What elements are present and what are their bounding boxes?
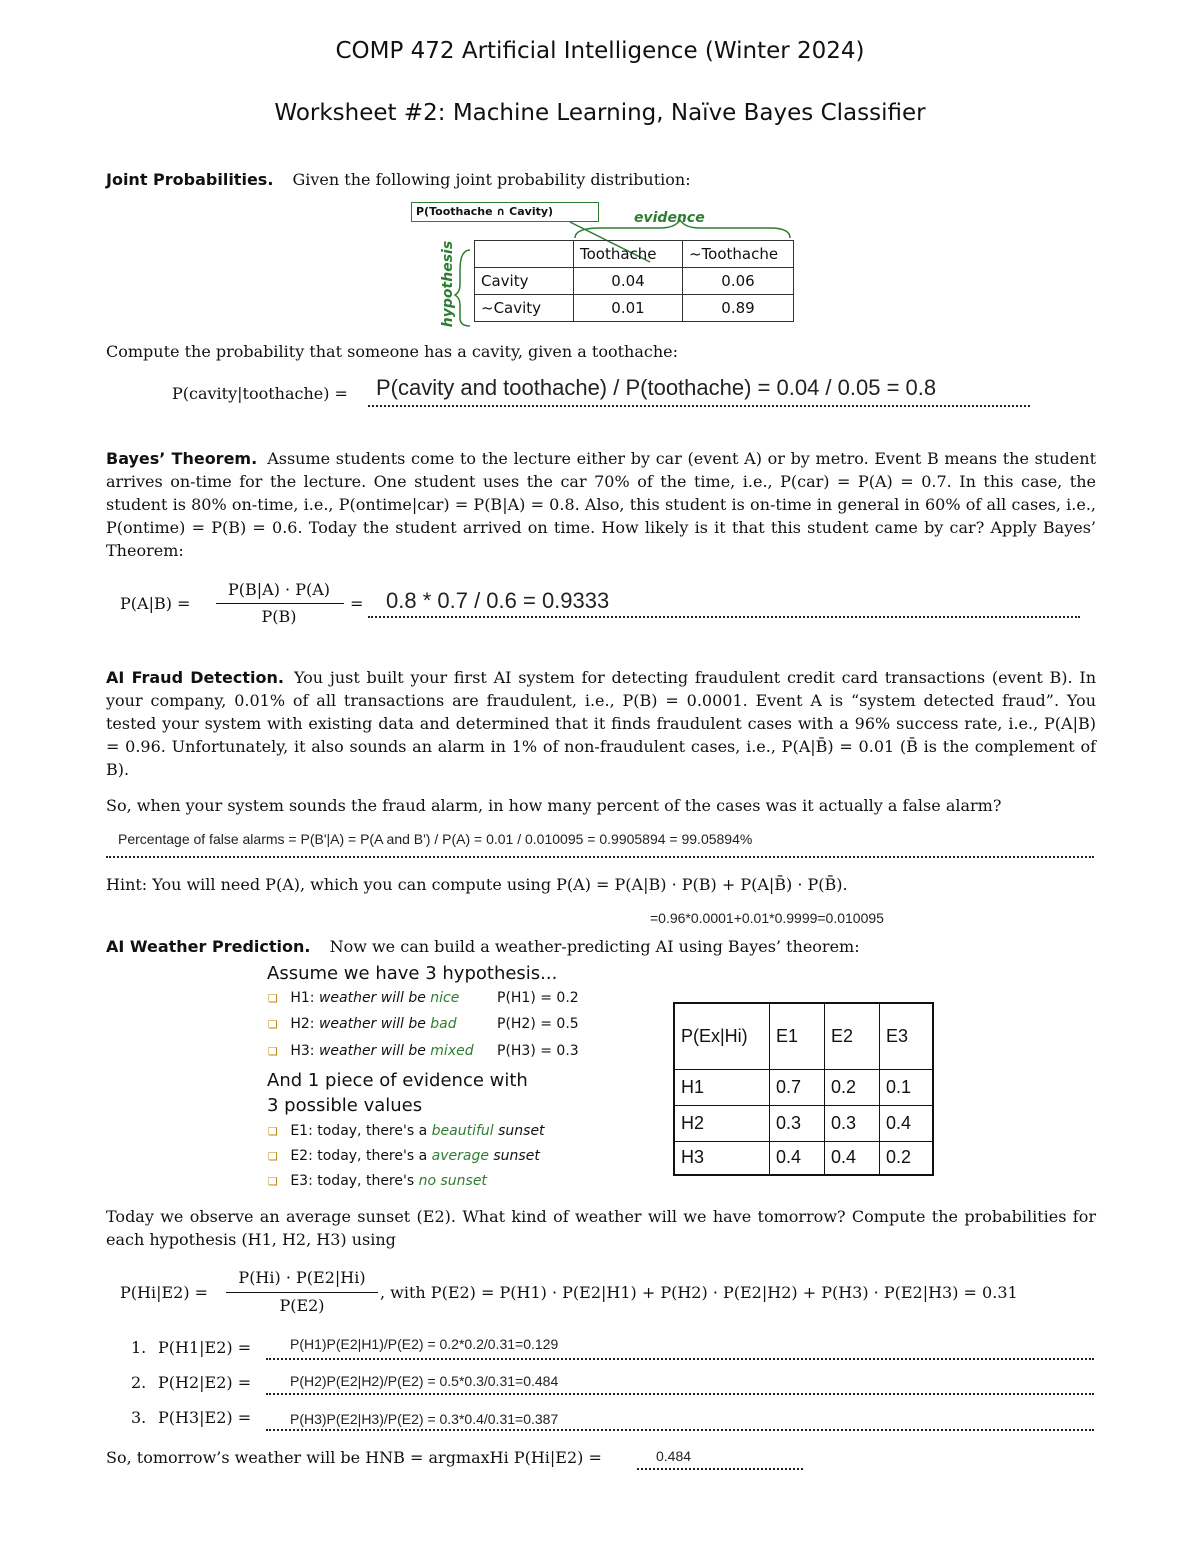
- hypothesis-item: ❏ H2: weather will be bad: [268, 1016, 457, 1032]
- weather-section: [106, 937, 860, 956]
- answer-line: [266, 1429, 1094, 1431]
- table-header: E2: [825, 1003, 880, 1069]
- page-title: COMP 472 Artificial Intelligence (Winter 2024): [335, 38, 865, 64]
- joint-section: [106, 170, 691, 189]
- table-header: E3: [880, 1003, 934, 1069]
- item-label: P(H1|E2) =: [158, 1338, 252, 1357]
- hypothesis-label: hypothesis: [440, 240, 456, 328]
- joint-question: Compute the probability that someone has a cavity, given a toothache:: [106, 342, 678, 361]
- fraud-heading: AI Fraud Detection.: [106, 668, 284, 687]
- table-cell: 0.4: [880, 1105, 934, 1141]
- bayes-numerator: P(B|A) · P(A): [227, 580, 330, 599]
- fraud-text: You just built your first AI system for detecting fraudulent credit card transactions (event B). In your company, 0.01% of all transactions are fraudulent, i.e., P(B) = 0.0001. Event A is “system detected fraud”. You tested your system with existing data and determined that it finds fraudulent cases with a 96% success rate, i.e., P(A|B) = 0.96. Unfortunately, it also sounds an alarm in 1% of non-fraudulent cases, i.e., P(A|B̄) = 0.01 (B̄ is the complement of B).: [106, 668, 1097, 779]
- bullet-icon: ❏: [268, 1125, 278, 1138]
- joint-answer: P(cavity and toothache) / P(toothache) = 0.04 / 0.05 = 0.8: [376, 375, 937, 400]
- table-row: [674, 1141, 933, 1175]
- table-row: [475, 295, 794, 322]
- weather-observe: Today we observe an average sunset (E2). What kind of weather will we have tomorrow? Compute the probabilities for each hypothesis (H1, H2, H3) using: [106, 1207, 1096, 1249]
- evidence-label: evidence: [634, 210, 705, 226]
- table-cell: 0.2: [825, 1069, 880, 1105]
- bayes-denominator: P(B): [261, 607, 297, 626]
- evidence-title: 3 possible values: [267, 1095, 423, 1116]
- answer-line: [106, 856, 1094, 858]
- table-cell: 0.4: [825, 1141, 880, 1175]
- evidence-item: ❏ E2: today, there's a average sunset: [268, 1148, 540, 1164]
- bayes-lhs: P(A|B) =: [120, 594, 191, 613]
- table-cell: 0.89: [683, 295, 794, 322]
- table-row: [674, 1003, 933, 1069]
- hypothesis-item: ❏ H1: weather will be nice: [268, 990, 460, 1006]
- table-cell: [475, 241, 574, 268]
- hypothesis-prior: P(H2) = 0.5: [497, 1016, 579, 1032]
- assume-title: Assume we have 3 hypothesis...: [267, 963, 558, 984]
- bullet-icon: ❏: [268, 1150, 278, 1163]
- list-number: 1.: [131, 1338, 147, 1357]
- answer-line: [368, 616, 1080, 618]
- fraud-question: So, when your system sounds the fraud alarm, in how many percent of the cases was it actually a false alarm?: [106, 796, 1002, 815]
- hypothesis-prior: P(H3) = 0.3: [497, 1043, 579, 1059]
- bayes-text: Assume students come to the lecture either by car (event A) or by metro. Event B means the student arrives on-time for the lecture. One student uses the car 70% of the time, i.e., P(car) = P(A) = 0.7. In this case, the student is 80% on-time, i.e., P(ontime|car) = P(B|A) = 0.8. Also, this student is on-time in general in 60% of all cases, i.e., P(ontime) = P(B) = 0.6. Today the student arrived on time. How likely is it that this student came by car? Apply Bayes’ Theorem:: [106, 449, 1097, 560]
- fraud-hint: Hint: You will need P(A), which you can compute using P(A) = P(A|B) · P(B) + P(A|B̄) · P(B̄).: [106, 875, 848, 894]
- bullet-icon: ❏: [268, 1018, 278, 1031]
- table-cell: 0.04: [574, 268, 683, 295]
- weather-lhs: P(Hi|E2) =: [120, 1283, 209, 1302]
- item-answer: P(H3)P(E2|H3)/P(E2) = 0.3*0.4/0.31=0.387: [290, 1411, 559, 1427]
- row-label: Cavity: [475, 268, 574, 295]
- list-number: 2.: [131, 1373, 147, 1392]
- table-cell: 0.3: [770, 1105, 825, 1141]
- bayes-heading: Bayes’ Theorem.: [106, 449, 258, 468]
- joint-table: [474, 240, 794, 322]
- evidence-title: And 1 piece of evidence with: [267, 1070, 528, 1091]
- table-row: [674, 1105, 933, 1141]
- table-header: E1: [770, 1003, 825, 1069]
- row-label: H1: [674, 1069, 770, 1105]
- item-answer: P(H2)P(E2|H2)/P(E2) = 0.5*0.3/0.31=0.484: [290, 1373, 559, 1389]
- table-row: [475, 268, 794, 295]
- weather-denominator: P(E2): [279, 1296, 325, 1315]
- item-answer: P(H1)P(E2|H1)/P(E2) = 0.2*0.2/0.31=0.129: [290, 1336, 559, 1352]
- answer-line: [266, 1393, 1094, 1395]
- hypothesis-item: ❏ H3: weather will be mixed: [268, 1043, 474, 1059]
- hypothesis-brace: [455, 250, 470, 326]
- table-cell: 0.1: [880, 1069, 934, 1105]
- bayes-section: [106, 447, 1096, 562]
- joint-intro: Given the following joint probability distribution:: [292, 170, 691, 189]
- table-cell: 0.06: [683, 268, 794, 295]
- fraction-bar: [226, 1292, 378, 1293]
- item-label: P(H3|E2) =: [158, 1408, 252, 1427]
- joint-heading: Joint Probabilities.: [106, 170, 274, 189]
- table-cell: 0.3: [825, 1105, 880, 1141]
- answer-line: [266, 1358, 1094, 1360]
- weather-intro: Now we can build a weather-predicting AI using Bayes’ theorem:: [329, 937, 860, 956]
- final-answer: 0.484: [656, 1448, 692, 1464]
- table-header: ~Toothache: [683, 241, 794, 268]
- table-cell: 0.01: [574, 295, 683, 322]
- hypothesis-prior: P(H1) = 0.2: [497, 990, 579, 1006]
- bullet-icon: ❏: [268, 1175, 278, 1188]
- table-row: [674, 1069, 933, 1105]
- row-label: ~Cavity: [475, 295, 574, 322]
- answer-line: [368, 405, 1030, 407]
- evidence-item: ❏ E1: today, there's a beautiful sunset: [268, 1123, 545, 1139]
- fraud-answer: Percentage of false alarms = P(B'|A) = P(A and B') / P(A) = 0.01 / 0.010095 = 0.9905894 = 99.05894%: [118, 831, 753, 847]
- weather-heading: AI Weather Prediction.: [106, 937, 311, 956]
- fraction-bar: [216, 603, 344, 604]
- fraud-hint-answer: =0.96*0.0001+0.01*0.9999=0.010095: [650, 910, 884, 926]
- fraud-section: [106, 666, 1096, 781]
- evidence-item: ❏ E3: today, there's no sunset: [268, 1173, 487, 1189]
- table-header: Toothache: [574, 241, 683, 268]
- bullet-icon: ❏: [268, 1045, 278, 1058]
- table-cell: 0.7: [770, 1069, 825, 1105]
- answer-line: [637, 1468, 803, 1470]
- bullet-icon: ❏: [268, 992, 278, 1005]
- worksheet-subtitle: Worksheet #2: Machine Learning, Naïve Bayes Classifier: [274, 100, 926, 126]
- table-row: [475, 241, 794, 268]
- table-cell: 0.4: [770, 1141, 825, 1175]
- likelihood-table: [673, 1002, 934, 1176]
- item-label: P(H2|E2) =: [158, 1373, 252, 1392]
- bayes-answer: 0.8 * 0.7 / 0.6 = 0.9333: [386, 588, 610, 613]
- joint-formula: P(cavity|toothache) =: [172, 384, 348, 403]
- table-header: P(Ex|Hi): [674, 1003, 770, 1069]
- bayes-eq: =: [350, 594, 364, 613]
- weather-with: , with P(E2) = P(H1) · P(E2|H1) + P(H2) · P(E2|H2) + P(H3) · P(E2|H3) = 0.31: [380, 1283, 1018, 1302]
- table-cell: 0.2: [880, 1141, 934, 1175]
- row-label: H3: [674, 1141, 770, 1175]
- joint-callout: P(Toothache ∩ Cavity): [411, 202, 599, 222]
- weather-numerator: P(Hi) · P(E2|Hi): [238, 1268, 366, 1287]
- final-question: So, tomorrow’s weather will be HNB = argmaxHi P(Hi|E2) =: [106, 1448, 602, 1467]
- list-number: 3.: [131, 1408, 147, 1427]
- row-label: H2: [674, 1105, 770, 1141]
